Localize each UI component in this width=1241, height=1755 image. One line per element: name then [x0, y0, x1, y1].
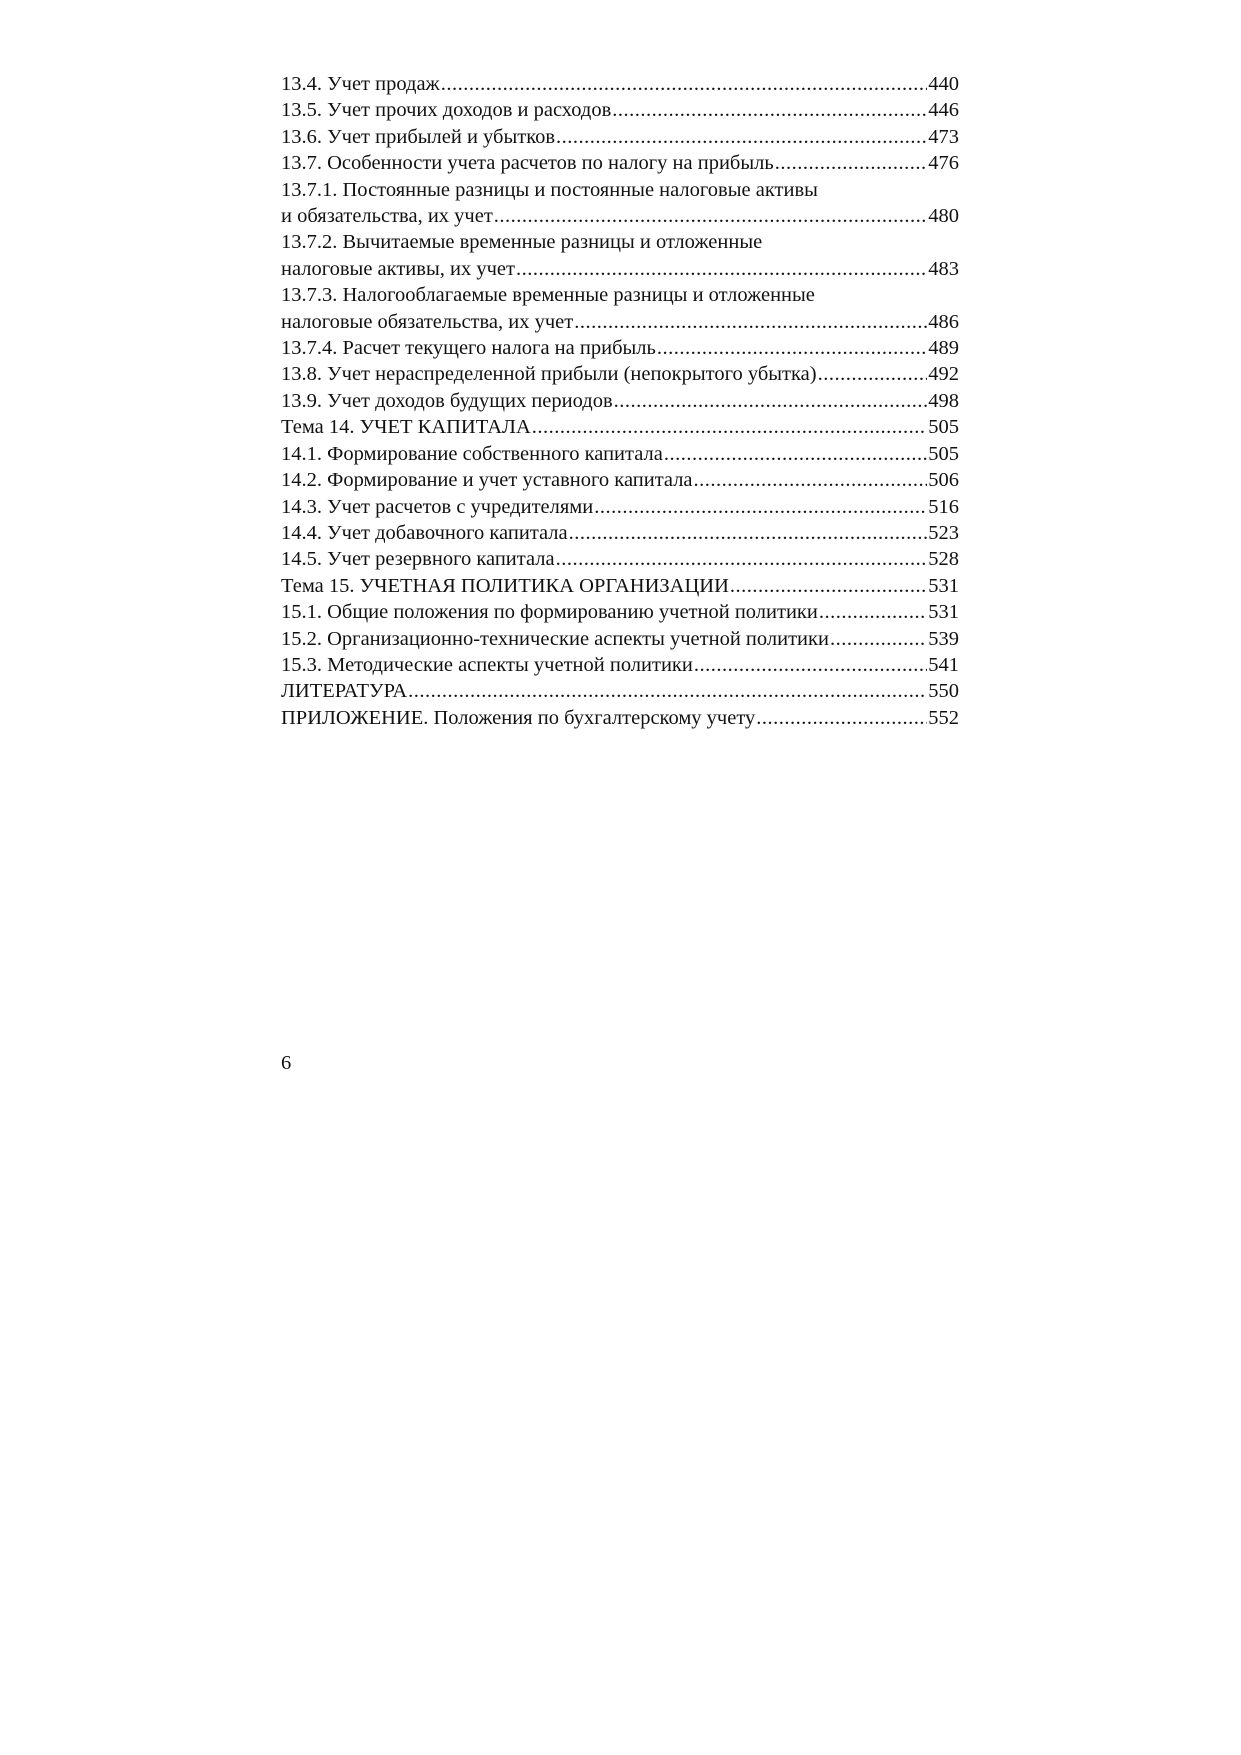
toc-entry: [281, 494, 959, 520]
toc-entry-title: 14.5. Учет резервного капитала: [281, 548, 555, 571]
toc-line: [281, 573, 959, 599]
toc-line: [281, 467, 959, 493]
toc-entry: [281, 705, 959, 731]
toc-line: [281, 309, 959, 335]
toc-line: [281, 203, 959, 229]
toc-entry-page: 486: [928, 310, 959, 333]
dot-leader: [569, 520, 928, 546]
dot-leader: [532, 414, 927, 440]
toc-line: [281, 520, 959, 546]
toc-entry-title: налоговые активы, их учет: [281, 257, 515, 280]
toc-entry-title: 15.1. Общие положения по формированию учетной политики: [281, 601, 818, 624]
dot-leader: [494, 203, 927, 229]
toc-entry: [281, 71, 959, 97]
toc-entry: [281, 467, 959, 493]
toc-line: [281, 652, 959, 678]
toc-entry-page: 539: [928, 627, 959, 650]
toc-entry: [281, 573, 959, 599]
toc-entry-page: 516: [928, 495, 959, 518]
toc-entry: [281, 626, 959, 652]
toc-entry-page: 531: [928, 601, 959, 624]
toc-entry-title: и обязательства, их учет: [281, 205, 493, 228]
toc-line: [281, 335, 959, 361]
toc-entry-title: налоговые обязательства, их учет: [281, 310, 574, 333]
dot-leader: [556, 546, 928, 572]
toc-line: [281, 599, 959, 625]
toc-entry-title: 14.4. Учет добавочного капитала: [281, 521, 568, 544]
toc-entry: [281, 678, 959, 704]
dot-leader: [441, 71, 928, 97]
toc-entry: [281, 124, 959, 150]
toc-line: [281, 705, 959, 731]
toc-entry: [281, 150, 959, 176]
dot-leader: [614, 388, 928, 414]
toc-entry-page: 505: [928, 442, 959, 465]
toc-entry-title-first-line: 13.7.3. Налогооблагаемые временные разницы и отложенные: [281, 284, 815, 307]
page-number: 6: [281, 1052, 292, 1074]
toc-entry-page: 552: [928, 706, 959, 729]
toc-entry-title: 13.4. Учет продаж: [281, 73, 440, 95]
toc-entry-page: 489: [928, 337, 959, 360]
toc-entry: [281, 229, 959, 282]
toc-entry: [281, 546, 959, 572]
toc-entry-title: 13.7. Особенности учета расчетов по налогу на прибыль: [281, 152, 774, 175]
toc-line: [281, 361, 959, 387]
toc-entry-title-first-line: 13.7.2. Вычитаемые временные разницы и отложенные: [281, 231, 763, 254]
toc-entry: [281, 414, 959, 440]
toc-entry-page: 505: [928, 416, 959, 439]
toc-line: [281, 388, 959, 414]
toc-entry: [281, 441, 959, 467]
toc-line: [281, 626, 959, 652]
toc-entry: [281, 361, 959, 387]
toc-entry: [281, 335, 959, 361]
toc-entry-page: 480: [928, 205, 959, 228]
toc-entry-page: 506: [928, 469, 959, 492]
toc-entry-title: ПРИЛОЖЕНИЕ. Положения по бухгалтерскому учету: [281, 706, 756, 729]
toc-line: [281, 256, 959, 282]
toc-entry-title: 13.8. Учет нераспределенной прибыли (непокрытого убытка): [281, 363, 817, 386]
toc-entry-title-first-line: 13.7.1. Постоянные разницы и постоянные налоговые активы: [281, 178, 818, 201]
toc-line: [281, 97, 959, 123]
toc-entry-title: 13.6. Учет прибылей и убытков: [281, 125, 556, 148]
dot-leader: [657, 335, 927, 361]
toc-entry-page: 498: [928, 389, 959, 412]
toc-entry: [281, 388, 959, 414]
toc-entry-page: 541: [928, 653, 959, 676]
toc-entry-title: ЛИТЕРАТУРА: [281, 680, 408, 703]
toc-line: [281, 150, 959, 176]
toc-entry-page: 483: [928, 257, 959, 280]
dot-leader: [819, 599, 927, 625]
dot-leader: [574, 309, 927, 335]
toc-entry-page: 550: [928, 680, 959, 703]
toc-line: [281, 441, 959, 467]
toc-entry-title: 14.1. Формирование собственного капитала: [281, 442, 663, 465]
table-of-contents: [281, 71, 959, 731]
toc-entry-page: 531: [928, 574, 959, 597]
toc-entry-page: 440: [928, 73, 959, 95]
toc-entry-title: 14.2. Формирование и учет уставного капитала: [281, 469, 693, 492]
toc-line: [281, 678, 959, 704]
toc-entry-title: 13.7.4. Расчет текущего налога на прибыль: [281, 337, 656, 360]
toc-entry-title: 13.9. Учет доходов будущих периодов: [281, 389, 613, 412]
dot-leader: [594, 494, 927, 520]
toc-entry-page: 492: [928, 363, 959, 386]
toc-line: [281, 494, 959, 520]
toc-entry-page: 446: [928, 99, 959, 122]
toc-entry: [281, 652, 959, 678]
toc-entry: [281, 520, 959, 546]
toc-entry-page: 528: [928, 548, 959, 571]
toc-entry-title: 14.3. Учет расчетов с учредителями: [281, 495, 594, 518]
toc-entry-page: 476: [928, 152, 959, 175]
toc-entry-title: 13.5. Учет прочих доходов и расходов: [281, 99, 612, 122]
dot-leader: [556, 124, 927, 150]
toc-entry: [281, 97, 959, 123]
dot-leader: [775, 150, 928, 176]
toc-entry-title: Тема 14. УЧЕТ КАПИТАЛА: [281, 416, 531, 439]
toc-entry: [281, 177, 959, 230]
dot-leader: [408, 678, 927, 704]
dot-leader: [694, 467, 928, 493]
dot-leader: [664, 441, 927, 467]
dot-leader: [818, 361, 928, 387]
dot-leader: [830, 626, 927, 652]
toc-entry-title: 15.3. Методические аспекты учетной политики: [281, 653, 693, 676]
toc-line: [281, 546, 959, 572]
toc-entry-page: 473: [928, 125, 959, 148]
toc-line: [281, 71, 959, 97]
toc-entry: [281, 599, 959, 625]
dot-leader: [516, 256, 927, 282]
dot-leader: [694, 652, 927, 678]
toc-entry-title: Тема 15. УЧЕТНАЯ ПОЛИТИКА ОРГАНИЗАЦИИ: [281, 574, 729, 597]
dot-leader: [756, 705, 927, 731]
toc-entry-page: 523: [928, 521, 959, 544]
dot-leader: [612, 97, 927, 123]
dot-leader: [730, 573, 927, 599]
toc-line: [281, 414, 959, 440]
toc-line: [281, 124, 959, 150]
toc-entry: [281, 282, 959, 335]
toc-entry-title: 15.2. Организационно-технические аспекты учетной политики: [281, 627, 829, 650]
